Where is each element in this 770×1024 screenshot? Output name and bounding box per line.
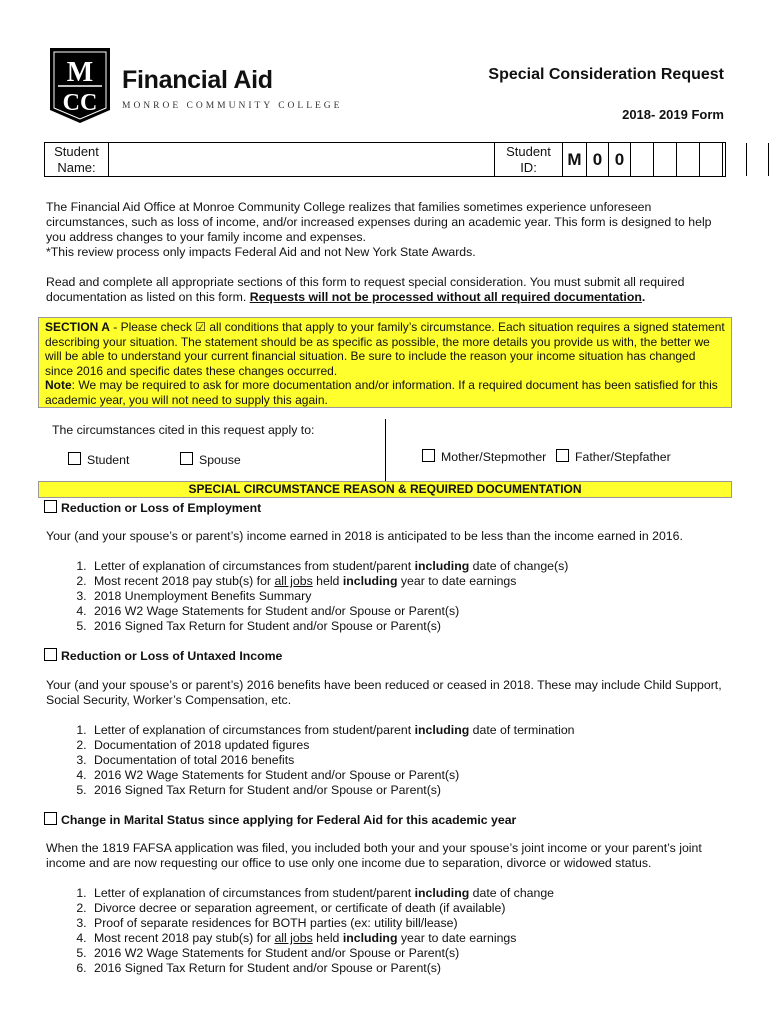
list-item: 2. Documentation of 2018 updated figures <box>90 738 726 753</box>
brand-title: Financial Aid <box>122 66 273 94</box>
checkbox-icon[interactable] <box>422 449 435 462</box>
employment-desc: Your (and your spouse’s or parent’s) income earned in 2018 is anticipated to be less than the income earned in 2016. <box>46 529 683 543</box>
list-item: 5. 2016 Signed Tax Return for Student and/or Spouse or Parent(s) <box>90 783 726 798</box>
list-item: 3. 2018 Unemployment Benefits Summary <box>90 589 726 604</box>
student-id-label: Student ID: <box>495 143 563 176</box>
marital-checkbox[interactable]: Change in Marital Status since applying for Federal Aid for this academic year <box>44 812 516 827</box>
untaxed-docs-list <box>46 723 726 798</box>
spouse-checkbox[interactable]: Spouse <box>180 452 241 467</box>
checkbox-icon[interactable] <box>180 452 193 465</box>
student-id-digit[interactable] <box>631 143 654 176</box>
marital-desc: When the 1819 FAFSA application was filed, you included both your and your spouse’s joint income or your parent’s joint income and are now requesting our office to use only one income due to separation, divorce or widowed status. <box>46 841 702 870</box>
divider <box>385 419 386 481</box>
list-item: 3. Proof of separate residences for BOTH parties (ex: utility bill/lease) <box>90 916 726 931</box>
employment-checkbox[interactable]: Reduction or Loss of Employment <box>44 500 261 515</box>
checkbox-icon[interactable] <box>44 648 57 661</box>
marital-docs-list <box>46 886 726 976</box>
father-checkbox[interactable]: Father/Stepfather <box>556 449 671 464</box>
list-item: 4. 2016 W2 Wage Statements for Student and/or Spouse or Parent(s) <box>90 604 726 619</box>
untaxed-desc: Your (and your spouse’s or parent’s) 2016 benefits have been reduced or ceased in 2018. These may include Child Support, Social Security, Worker’s Compensation, etc. <box>46 678 722 707</box>
list-item: 4. Most recent 2018 pay stub(s) for all jobs held including year to date earnings <box>90 931 726 946</box>
college-name: MONROE COMMUNITY COLLEGE <box>122 101 343 111</box>
list-item: 1. Letter of explanation of circumstances from student/parent including date of termination <box>90 723 726 738</box>
student-name-field[interactable] <box>109 143 495 176</box>
checkbox-icon[interactable] <box>68 452 81 465</box>
checkbox-icon[interactable] <box>44 500 57 513</box>
student-id-digit[interactable]: 0 <box>609 143 631 176</box>
mother-checkbox[interactable]: Mother/Stepmother <box>422 449 546 464</box>
student-id-digit[interactable]: M <box>563 143 587 176</box>
list-item: 5. 2016 Signed Tax Return for Student and/or Spouse or Parent(s) <box>90 619 726 634</box>
list-item: 2. Divorce decree or separation agreement, or certificate of death (if available) <box>90 901 726 916</box>
checkbox-icon[interactable] <box>556 449 569 462</box>
list-item: 3. Documentation of total 2016 benefits <box>90 753 726 768</box>
list-item: 1. Letter of explanation of circumstances from student/parent including date of change <box>90 886 726 901</box>
list-item: 4. 2016 W2 Wage Statements for Student and/or Spouse or Parent(s) <box>90 768 726 783</box>
form-year: 2018- 2019 Form <box>622 107 724 122</box>
student-id-digit[interactable] <box>677 143 700 176</box>
applies-prompt: The circumstances cited in this request apply to: <box>52 423 315 437</box>
student-id-digit[interactable] <box>654 143 677 176</box>
svg-text:CC: CC <box>62 90 98 116</box>
reason-header: SPECIAL CIRCUMSTANCE REASON & REQUIRED DOCUMENTATION <box>38 481 732 498</box>
list-item: 2. Most recent 2018 pay stub(s) for all jobs held including year to date earnings <box>90 574 726 589</box>
student-id-digit[interactable]: 0 <box>587 143 609 176</box>
student-id-digit[interactable] <box>700 143 723 176</box>
student-id-digit[interactable] <box>723 143 747 176</box>
student-id-digit[interactable] <box>747 143 769 176</box>
mcc-logo <box>50 48 110 123</box>
student-info-table <box>44 142 726 177</box>
form-title: Special Consideration Request <box>488 66 724 83</box>
list-item: 1. Letter of explanation of circumstances from student/parent including date of change(s) <box>90 559 726 574</box>
list-item: 6. 2016 Signed Tax Return for Student and/or Spouse or Parent(s) <box>90 961 726 976</box>
intro-text: The Financial Aid Office at Monroe Community College realizes that families sometimes experience unforeseen circumstances, such as loss of income, and/or increased expenses during an academic year. This form is designed to help you address changes to your family income and expenses. *This review process only impacts Federal Aid and not New York State Awards. <box>46 200 712 259</box>
list-item: 5. 2016 W2 Wage Statements for Student and/or Spouse or Parent(s) <box>90 946 726 961</box>
untaxed-checkbox[interactable]: Reduction or Loss of Untaxed Income <box>44 648 282 663</box>
svg-text:M: M <box>66 57 94 88</box>
instructions-text: Read and complete all appropriate sections of this form to request special consideration. You must submit all required documentation as listed on this form. Requests will not be processed without all required documentation. <box>46 275 685 304</box>
student-name-label: Student Name: <box>45 143 109 176</box>
section-a-box: SECTION A - Please check ☑ all conditions that apply to your family’s circumstance. Each situation requires a signed statement describing your situation. The statement should be as specific as possible, the more details you provide us with, the better we will be able to understand your current financial situation. Be sure to include the reason your income situation has changed since 2016 and specific dates these changes occurred. Note: We may be required to ask for more documentation and/or information. If a required document has been satisfied for this academic year, you will not need to supply this again. <box>38 317 732 408</box>
checkbox-icon[interactable] <box>44 812 57 825</box>
student-checkbox[interactable]: Student <box>68 452 129 467</box>
employment-docs-list <box>46 559 726 634</box>
